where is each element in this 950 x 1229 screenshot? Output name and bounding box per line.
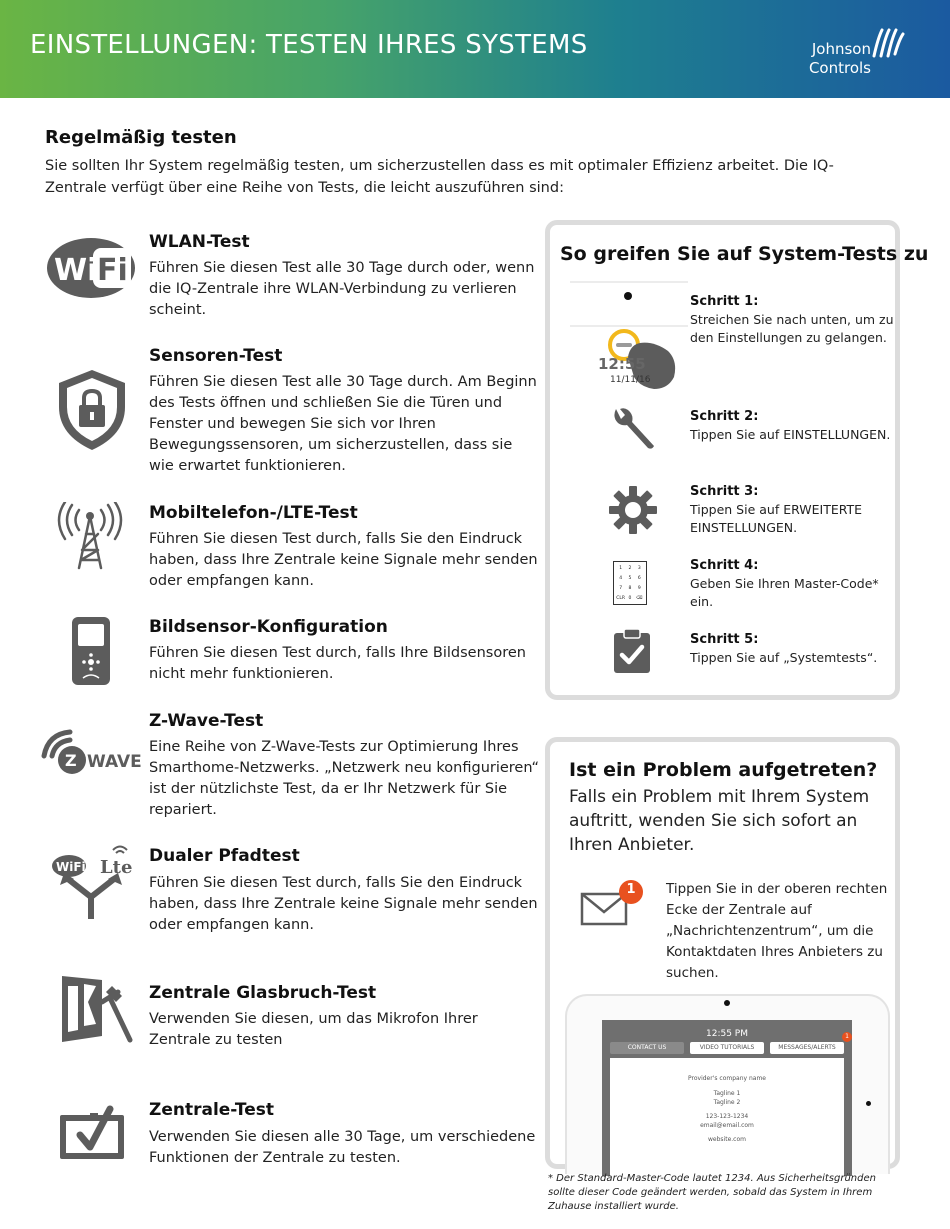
- step-label: Schritt 3:: [690, 484, 759, 499]
- zwave-icon-text: WAVE: [87, 752, 142, 772]
- test-title: Zentrale-Test: [149, 1100, 274, 1120]
- message-badge: 1: [626, 882, 636, 897]
- test-description: Führen Sie diesen Test durch, falls Sie den Eindruck haben, dass Ihre Zentrale keine Signale mehr senden oder empfangen kann.: [149, 531, 538, 589]
- keypad-key: 5: [628, 576, 632, 581]
- test-description: Führen Sie diesen Test durch, falls Ihre Bildsensoren nicht mehr funktionieren.: [149, 645, 526, 682]
- test-description: Verwenden Sie diesen, um das Mikrofon Ihrer Zentrale zu testen: [149, 1011, 478, 1048]
- test-title: Zentrale Glasbruch-Test: [149, 983, 377, 1003]
- device-screen: [602, 1020, 852, 1176]
- panel-text: Falls ein Problem mit Ihrem System auftritt, wenden Sie sich sofort an Ihren Anbieter.: [569, 787, 870, 855]
- tab-contact-us[interactable]: CONTACT US: [610, 1042, 684, 1054]
- brand-logo-icon: [868, 24, 908, 64]
- step-text: Geben Sie Ihren Master-Code* ein.: [690, 576, 879, 609]
- test-title: Z-Wave-Test: [149, 711, 264, 731]
- tagline-2: Tagline 2: [713, 1099, 741, 1106]
- step-2: [690, 408, 895, 444]
- phone: 123-123-1234: [705, 1113, 749, 1120]
- step-label: Schritt 2:: [690, 409, 759, 424]
- test-title: WLAN-Test: [149, 232, 250, 252]
- tab-messages-alerts[interactable]: MESSAGES/ALERTS: [770, 1042, 844, 1054]
- side-dot: [866, 1101, 871, 1106]
- email: email@email.com: [700, 1122, 754, 1129]
- problem-panel: [545, 737, 900, 1169]
- svg-text:Z: Z: [65, 751, 77, 770]
- keypad-key: 7: [619, 586, 623, 591]
- wifi-icon-text-fi: Fi: [97, 253, 128, 288]
- test-description: Führen Sie diesen Test alle 30 Tage durch oder, wenn die IQ-Zentrale ihre WLAN-Verbindung zu verlieren scheint.: [149, 260, 535, 318]
- glass-break-icon: [58, 972, 134, 1044]
- step-4: [690, 557, 895, 611]
- keypad-key: 2: [628, 566, 632, 571]
- zwave-icon: [38, 726, 142, 778]
- panel-device-illustration: [565, 994, 890, 1174]
- step-text: Streichen Sie nach unten, um zu den Einstellungen zu gelangen.: [690, 312, 894, 345]
- step-3: [690, 483, 895, 537]
- cell-tower-icon: [57, 502, 123, 572]
- contact-card: [610, 1058, 844, 1176]
- wifi-icon: [45, 236, 145, 300]
- test-description: Verwenden Sie diesen alle 30 Tage, um verschiedene Funktionen der Zentrale zu testen.: [149, 1129, 536, 1166]
- step-label: Schritt 1:: [690, 294, 759, 309]
- panel-tip: Tippen Sie in der oberen rechten Ecke der Zentrale auf „Nachrichtenzentrum“, um die Kontaktdaten Ihres Anbieters zu suchen.: [666, 881, 888, 981]
- step-5: [690, 631, 895, 667]
- panel-title: So greifen Sie auf System-Tests zu: [560, 243, 929, 265]
- envelope-icon: [578, 878, 648, 934]
- dual-path-lte-text: Lte: [100, 857, 132, 878]
- website: website.com: [708, 1136, 746, 1143]
- step-label: Schritt 4:: [690, 558, 759, 573]
- header-banner: [0, 0, 950, 98]
- company-name: Provider's company name: [688, 1075, 766, 1082]
- panel-title: Ist ein Problem aufgetreten?: [569, 759, 878, 781]
- keypad-key: 4: [619, 576, 623, 581]
- footnote: * Der Standard-Master-Code lautet 1234. Aus Sicherheitsgründen sollte dieser Code geändert werden, sobald das System in Ihrem Zuhause installiert wurde.: [548, 1173, 876, 1212]
- screen-time: 12:55 PM: [706, 1029, 748, 1039]
- dual-path-wifi-text: WiFi: [56, 860, 86, 874]
- keypad-key: 8: [628, 586, 632, 591]
- panel-check-icon: [58, 1105, 128, 1161]
- tagline-1: Tagline 1: [713, 1090, 741, 1097]
- step-1: [690, 293, 895, 347]
- dual-path-icon: [50, 845, 132, 921]
- keypad-key: 3: [637, 566, 641, 571]
- wrench-icon: [610, 405, 656, 451]
- clock-date: 11/11/16: [610, 375, 651, 385]
- test-description: Führen Sie diesen Test alle 30 Tage durch. Am Beginn des Tests öffnen und schließen Sie die Türen und Fenster und bewegen Sie sich vor Ihren Bewegungssensoren, um sicherzustellen, dass sie wie erwartet funktionieren.: [149, 374, 537, 474]
- brand-line-2: Controls: [808, 59, 871, 77]
- test-title: Mobiltelefon-/LTE-Test: [149, 503, 358, 523]
- keypad-key: 0: [628, 596, 632, 601]
- system-tests-access-panel: [545, 220, 929, 700]
- test-title: Dualer Pfadtest: [149, 846, 300, 866]
- test-title: Sensoren-Test: [149, 346, 283, 366]
- keypad-key: ⌫: [636, 596, 643, 601]
- test-description: Führen Sie diesen Test durch, falls Sie den Eindruck haben, dass Ihre Zentrale keine Signale mehr senden oder empfangen kann.: [149, 875, 538, 933]
- keypad-icon: [613, 561, 647, 605]
- step-text: Tippen Sie auf ERWEITERTE EINSTELLUNGEN.: [690, 502, 863, 535]
- keypad-key: 9: [637, 586, 641, 591]
- step-label: Schritt 5:: [690, 632, 759, 647]
- clipboard-check-icon: [612, 627, 652, 675]
- page-title: EINSTELLUNGEN: TESTEN IHRES SYSTEMS: [30, 30, 588, 60]
- clock-time: 12:55: [598, 355, 646, 373]
- step-text: Tippen Sie auf EINSTELLUNGEN.: [690, 427, 891, 442]
- screen-tabs: [610, 1042, 844, 1054]
- intro-text: Sie sollten Ihr System regelmäßig testen, um sicherzustellen dass es mit optimaler Effizienz arbeitet. Die IQ-Zentrale verfügt über eine Reihe von Tests, die leicht auszuführen sind:: [45, 158, 834, 196]
- image-sensor-icon: [71, 616, 111, 686]
- keypad-key: CLR: [616, 596, 626, 601]
- brand-line-1: Johnson: [811, 40, 871, 58]
- section-heading: Regelmäßig testen: [45, 127, 237, 148]
- brand-name: [789, 40, 871, 78]
- gear-icon: [608, 485, 658, 535]
- camera-dot: [724, 1000, 730, 1006]
- tab-video-tutorials[interactable]: VIDEO TUTORIALS: [690, 1042, 764, 1054]
- keypad-key: 1: [619, 566, 623, 571]
- test-title: Bildsensor-Konfiguration: [149, 617, 388, 637]
- step-text: Tippen Sie auf „Systemtests“.: [690, 650, 878, 665]
- keypad-key: 6: [637, 576, 641, 581]
- shield-lock-icon: [55, 367, 129, 453]
- screen-badge: 1: [842, 1032, 852, 1042]
- test-description: Eine Reihe von Z-Wave-Tests zur Optimierung Ihres Smarthome-Netzwerks. „Netzwerk neu konfigurieren“ ist der nützlichste Test, da er Ihr Netzwerk für Sie repariert.: [149, 739, 539, 818]
- wifi-icon-text-wi: Wi: [54, 253, 98, 288]
